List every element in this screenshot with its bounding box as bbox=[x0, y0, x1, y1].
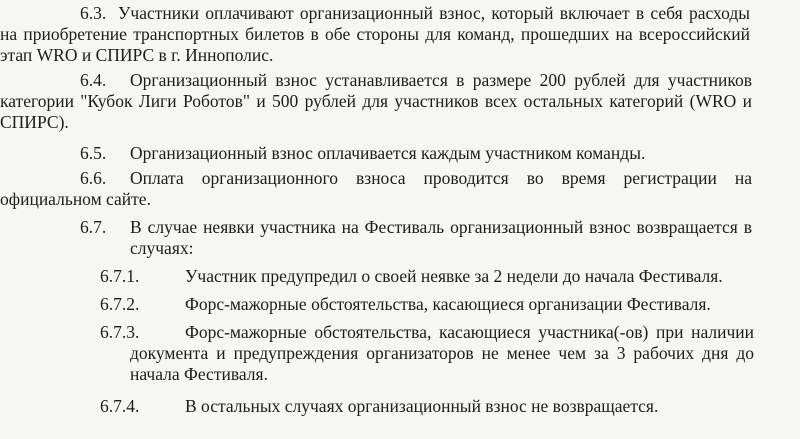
subclause-6-7-4 bbox=[100, 396, 752, 417]
subclause-number: 6.7.3. bbox=[100, 322, 140, 342]
subclause-text: Форс-мажорные обстоятельства, касающиеся организации Фестиваля. bbox=[185, 294, 711, 314]
clause-number: 6.3. bbox=[80, 3, 107, 23]
clause-6-6 bbox=[0, 168, 752, 210]
clause-6-7 bbox=[80, 217, 752, 259]
subclause-number: 6.7.2. bbox=[100, 294, 140, 314]
clause-6-4 bbox=[0, 70, 752, 133]
subclause-6-7-1 bbox=[100, 266, 752, 287]
clause-number: 6.4. bbox=[80, 70, 107, 90]
subclause-text: В остальных случаях организационный взнос не возвращается. bbox=[185, 396, 659, 416]
subclause-6-7-3 bbox=[100, 322, 754, 385]
clause-text: Оплата организационного взноса проводится во время регистрации на официальном сайте. bbox=[0, 168, 752, 209]
clause-number: 6.5. bbox=[80, 143, 107, 163]
subclause-text: Форс-мажорные обстоятельства, касающиеся участника(-ов) при наличии документа и предупреждения организаторов не менее чем за 3 рабочих дня до начала Фестиваля. bbox=[130, 322, 754, 384]
subclause-number: 6.7.4. bbox=[100, 396, 140, 416]
clause-text: В случае неявки участника на Фестиваль организационный взнос возвращается в случаях: bbox=[130, 217, 752, 258]
subclause-number: 6.7.1. bbox=[100, 266, 140, 286]
clause-6-5 bbox=[0, 143, 752, 164]
clause-6-3 bbox=[0, 3, 750, 66]
subclause-text: Участник предупредил о своей неявке за 2 недели до начала Фестиваля. bbox=[185, 266, 723, 286]
clause-number: 6.6. bbox=[80, 168, 107, 188]
clause-text: Участники оплачивают организационный взнос, который включает в себя расходы на приобретение транспортных билетов в обе стороны для команд, прошедших на всероссийский этап WRO и СПИРС в г. Иннополис. bbox=[0, 3, 750, 65]
clause-text: Организационный взнос оплачивается каждым участником команды. bbox=[130, 143, 646, 163]
clause-text: Организационный взнос устанавливается в размере 200 рублей для участников категории "Кубок Лиги Роботов" и 500 рублей для участников всех остальных категорий (WRO и СПИРС). bbox=[0, 70, 752, 132]
clause-number: 6.7. bbox=[80, 217, 107, 237]
subclause-6-7-2 bbox=[100, 294, 752, 315]
